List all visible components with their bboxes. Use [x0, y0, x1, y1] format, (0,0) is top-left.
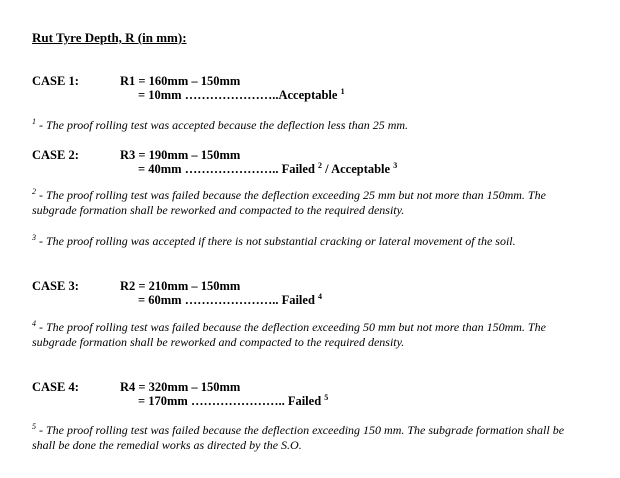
footnote-number: 4: [32, 319, 36, 328]
footnote-text: - The proof rolling test was accepted because the deflection less than 25 mm.: [36, 118, 409, 132]
section-title: Rut Tyre Depth, R (in mm):: [32, 30, 187, 45]
case-result-text: = 10mm …………………..Acceptable: [138, 88, 338, 102]
footnote-text: - The proof rolling test was failed because the deflection exceeding 50 mm but not more than 150mm. The subgrade formation shall be reworked and compacted to the required density.: [32, 320, 546, 349]
footnote: [32, 188, 588, 218]
case-result: [138, 394, 328, 409]
case-label: CASE 3:: [32, 279, 79, 293]
case-formula: R4 = 320mm – 150mm: [120, 380, 241, 394]
case-result: [138, 293, 322, 308]
footnote: [32, 118, 588, 133]
footnote: [32, 320, 588, 350]
footnote: [32, 423, 588, 453]
case-result-tail: / Acceptable: [322, 162, 391, 176]
footnote-text: - The proof rolling was accepted if there is not substantial cracking or lateral movement of the soil.: [36, 234, 516, 248]
case-label: CASE 1:: [32, 74, 79, 88]
footnote-text: - The proof rolling test was failed because the deflection exceeding 25 mm but not more than 150mm. The subgrade formation shall be reworked and compacted to the required density.: [32, 188, 546, 217]
footnote-ref: 4: [318, 292, 323, 301]
footnote: [32, 234, 588, 249]
case-formula: R1 = 160mm – 150mm: [120, 74, 241, 88]
footnote-number: 3: [32, 233, 36, 242]
case-result-text: = 40mm ………………….. Failed: [138, 162, 315, 176]
case-result: [138, 162, 397, 177]
footnote-text: - The proof rolling test was failed because the deflection exceeding 150 mm. The subgrade formation shall be shall be done the remedial works as directed by the S.O.: [32, 423, 565, 452]
case-formula: R2 = 210mm – 150mm: [120, 279, 241, 293]
footnote-ref: 1: [340, 87, 345, 96]
footnote-ref: 3: [393, 161, 398, 170]
case-result-text: = 60mm ………………….. Failed: [138, 293, 315, 307]
case-label: CASE 4:: [32, 380, 79, 394]
case-label: CASE 2:: [32, 148, 79, 162]
case-result: [138, 88, 345, 103]
footnote-number: 1: [32, 117, 36, 126]
case-result-text: = 170mm ………………….. Failed: [138, 394, 322, 408]
footnote-number: 2: [32, 187, 36, 196]
footnote-number: 5: [32, 422, 36, 431]
footnote-ref: 2: [318, 161, 323, 170]
case-formula: R3 = 190mm – 150mm: [120, 148, 241, 162]
footnote-ref: 5: [324, 393, 329, 402]
